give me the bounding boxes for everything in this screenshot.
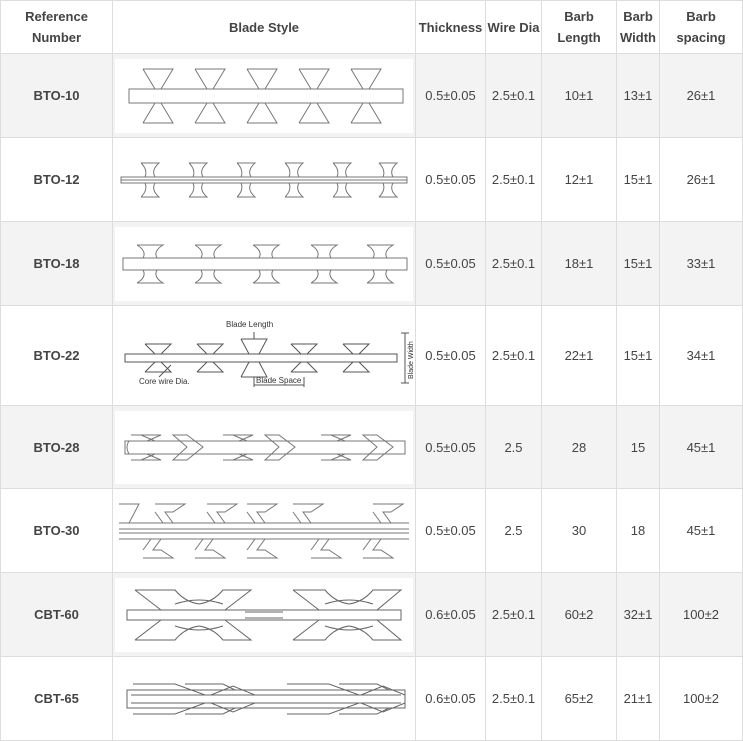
reference-cell: BTO-30 [1, 489, 113, 573]
blade-bto-28-diagram [115, 411, 413, 484]
barb-length-cell: 18±1 [542, 222, 617, 306]
barb-spacing-cell: 45±1 [660, 489, 743, 573]
reference-cell: BTO-28 [1, 406, 113, 489]
barb-length-cell: 28 [542, 406, 617, 489]
wire-dia-cell: 2.5±0.1 [486, 222, 542, 306]
thickness-cell: 0.6±0.05 [416, 657, 486, 741]
reference-cell: BTO-18 [1, 222, 113, 306]
thickness-cell: 0.5±0.05 [416, 222, 486, 306]
blade-style-cell [113, 573, 416, 657]
blade-bto-12-diagram [115, 143, 413, 217]
barb-spacing-cell: 26±1 [660, 54, 743, 138]
reference-cell: BTO-10 [1, 54, 113, 138]
barb-width-cell: 15±1 [617, 306, 660, 406]
reference-cell: BTO-12 [1, 138, 113, 222]
reference-cell: BTO-22 [1, 306, 113, 406]
barb-length-cell: 10±1 [542, 54, 617, 138]
wire-dia-cell: 2.5±0.1 [486, 657, 542, 741]
table-row [1, 657, 743, 741]
blade-style-cell [113, 306, 416, 406]
blade-bto-10-diagram [115, 59, 413, 133]
thickness-cell: 0.5±0.05 [416, 54, 486, 138]
blade-cbt-60-diagram [115, 578, 413, 652]
wire-dia-cell: 2.5±0.1 [486, 138, 542, 222]
table-row [1, 306, 743, 406]
header-barb-length: Barb Length [542, 1, 617, 54]
blade-cbt-65-diagram [115, 662, 413, 736]
table-row [1, 406, 743, 489]
wire-dia-cell: 2.5 [486, 489, 542, 573]
barb-spacing-cell: 33±1 [660, 222, 743, 306]
label-blade-width: Blade Width [408, 340, 415, 379]
blade-style-cell [113, 406, 416, 489]
header-row [1, 1, 743, 54]
header-barb-spacing: Barb spacing [660, 1, 743, 54]
label-core-wire: Core wire Dia. [139, 376, 190, 386]
header-wire-dia: Wire Dia [486, 1, 542, 54]
barb-spacing-cell: 100±2 [660, 573, 743, 657]
wire-dia-cell: 2.5±0.1 [486, 54, 542, 138]
table-row [1, 222, 743, 306]
label-blade-length: Blade Length [226, 319, 274, 329]
barb-length-cell: 65±2 [542, 657, 617, 741]
thickness-cell: 0.5±0.05 [416, 306, 486, 406]
barb-width-cell: 15 [617, 406, 660, 489]
barb-length-cell: 12±1 [542, 138, 617, 222]
label-blade-space: Blade Space [256, 375, 302, 385]
header-reference-number: Reference Number [1, 1, 113, 54]
blade-bto-18-diagram [115, 227, 413, 301]
blade-bto-22-diagram [115, 311, 413, 401]
wire-dia-cell: 2.5 [486, 406, 542, 489]
thickness-cell: 0.5±0.05 [416, 138, 486, 222]
barb-width-cell: 13±1 [617, 54, 660, 138]
table-row [1, 573, 743, 657]
reference-cell: CBT-60 [1, 573, 113, 657]
header-blade-style: Blade Style [113, 1, 416, 54]
table-row [1, 489, 743, 573]
blade-style-cell [113, 222, 416, 306]
barb-spacing-cell: 100±2 [660, 657, 743, 741]
reference-cell: CBT-65 [1, 657, 113, 741]
blade-style-cell [113, 138, 416, 222]
thickness-cell: 0.5±0.05 [416, 406, 486, 489]
wire-dia-cell: 2.5±0.1 [486, 306, 542, 406]
barb-width-cell: 15±1 [617, 222, 660, 306]
header-thickness: Thickness [416, 1, 486, 54]
blade-style-cell [113, 54, 416, 138]
header-barb-width: Barb Width [617, 1, 660, 54]
blade-style-cell [113, 657, 416, 741]
barb-width-cell: 18 [617, 489, 660, 573]
blade-style-cell [113, 489, 416, 573]
barb-length-cell: 22±1 [542, 306, 617, 406]
barb-width-cell: 32±1 [617, 573, 660, 657]
wire-dia-cell: 2.5±0.1 [486, 573, 542, 657]
barb-width-cell: 21±1 [617, 657, 660, 741]
barb-length-cell: 60±2 [542, 573, 617, 657]
thickness-cell: 0.5±0.05 [416, 489, 486, 573]
barb-spacing-cell: 45±1 [660, 406, 743, 489]
barb-width-cell: 15±1 [617, 138, 660, 222]
table-row [1, 54, 743, 138]
barb-spacing-cell: 26±1 [660, 138, 743, 222]
barb-length-cell: 30 [542, 489, 617, 573]
barb-spacing-cell: 34±1 [660, 306, 743, 406]
table-row [1, 138, 743, 222]
blade-bto-30-diagram [115, 494, 413, 568]
thickness-cell: 0.6±0.05 [416, 573, 486, 657]
